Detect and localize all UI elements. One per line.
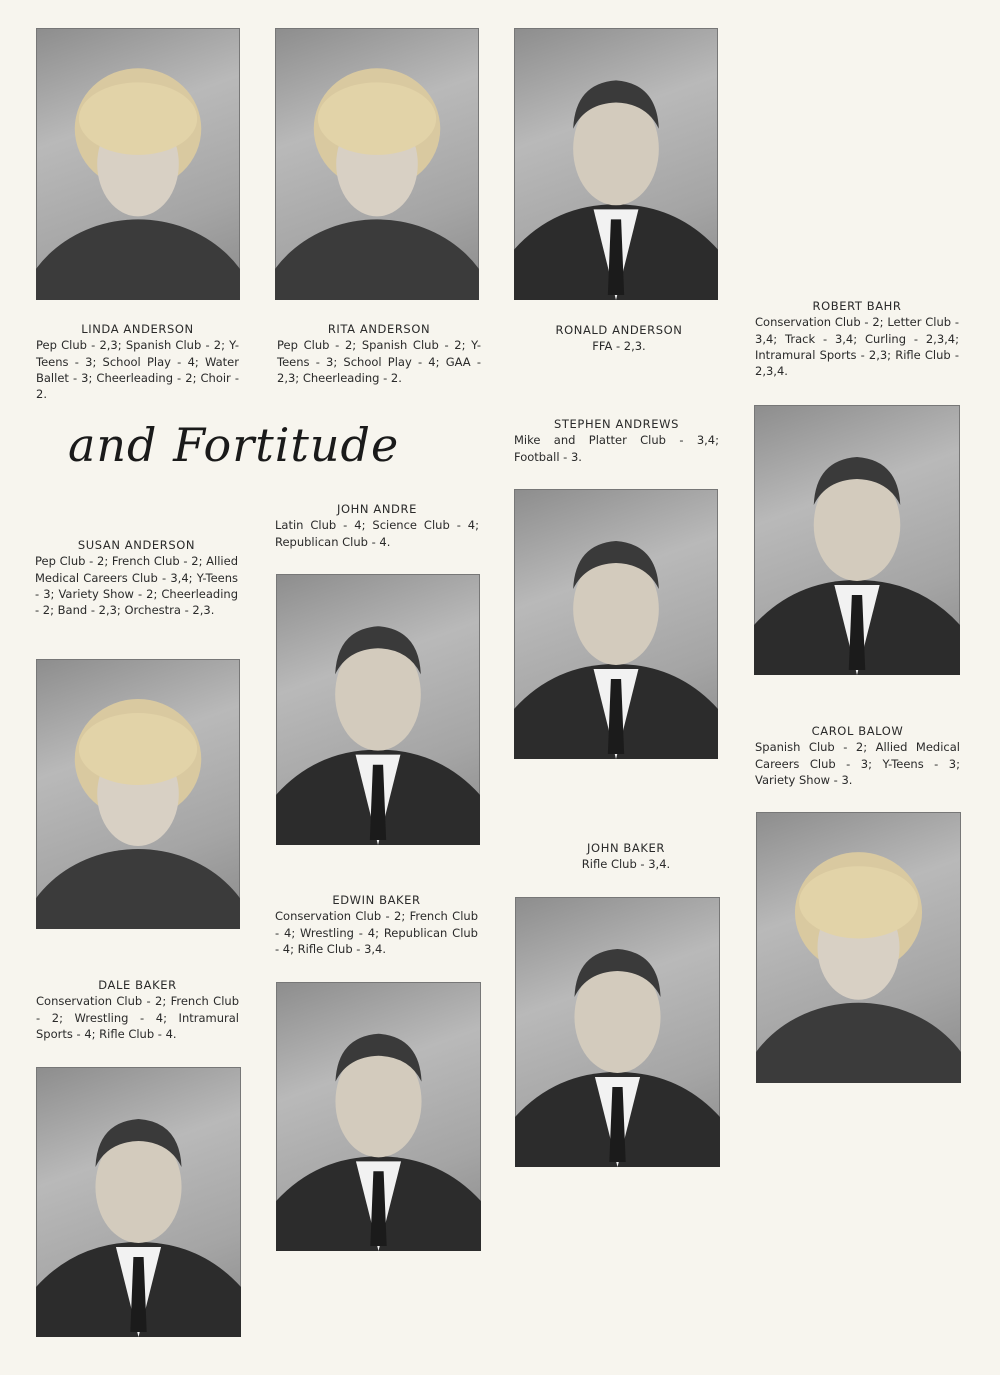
student-activities: Pep Club - 2; Spanish Club - 2; Y-Teens - 3; School Play - 4; GAA - 2,3; Cheerleading - 2. [277,338,481,385]
student-activities: Conservation Club - 2; French Club - 2; Wrestling - 4; Intramural Sports - 4; Rifle Club - 4. [36,994,239,1041]
student-activities: Conservation Club - 2; French Club - 4; Wrestling - 4; Republican Club - 4; Rifle Club - 3,4. [275,909,478,956]
student-name: RONALD ANDERSON [555,323,683,337]
portrait-ronald-anderson [514,28,718,300]
student-activities: Mike and Platter Club - 3,4; Football - 3. [514,433,719,464]
portrait-john-baker [515,897,720,1167]
portrait-edwin-baker [276,982,481,1251]
portrait-stephen-andrews [514,489,718,759]
portrait-susan-anderson [36,659,240,929]
student-name: CAROL BALOW [811,724,904,738]
caption-john-andre [275,501,479,550]
student-activities: Conservation Club - 2; Letter Club - 3,4; Track - 3,4; Curling - 2,3,4; Intramural Sports - 2,3; Rifle Club - 2,3,4. [755,315,959,379]
caption-susan-anderson [35,537,238,618]
portrait-linda-anderson [36,28,240,300]
student-name: DALE BAKER [98,978,177,992]
portrait-rita-anderson [275,28,479,300]
student-activities: Spanish Club - 2; Allied Medical Careers Club - 3; Y-Teens - 3; Variety Show - 3. [755,740,960,787]
student-name: LINDA ANDERSON [81,322,194,336]
student-activities: FFA - 2,3. [592,339,646,354]
caption-linda-anderson [36,321,239,402]
section-headline: and Fortitude [68,418,400,472]
caption-ronald-anderson [517,322,721,355]
student-activities: Latin Club - 4; Science Club - 4; Republican Club - 4. [275,518,479,549]
student-name: JOHN BAKER [587,841,665,855]
caption-rita-anderson [277,321,481,386]
student-name: EDWIN BAKER [332,893,421,907]
student-activities: Rifle Club - 3,4. [581,857,671,872]
student-name: SUSAN ANDERSON [77,538,196,552]
caption-dale-baker [36,977,239,1042]
student-activities: Pep Club - 2,3; Spanish Club - 2; Y-Teens - 3; School Play - 4; Water Ballet - 3; Cheerleading - 2; Choir - 2. [36,338,239,402]
student-name: RITA ANDERSON [327,322,431,336]
student-activities: Pep Club - 2; French Club - 2; Allied Medical Careers Club - 3,4; Y-Teens - 3; Variety Show - 2; Cheerleading - 2; Band - 2,3; Orchestra - 2,3. [35,554,238,618]
caption-carol-balow [755,723,960,788]
caption-john-baker [524,840,728,873]
caption-stephen-andrews [514,416,719,465]
student-name: STEPHEN ANDREWS [554,417,679,431]
caption-edwin-baker [275,892,478,957]
student-name: JOHN ANDRE [337,502,417,516]
caption-robert-bahr [755,298,959,379]
portrait-john-andre [276,574,480,845]
portrait-dale-baker [36,1067,241,1337]
portrait-carol-balow [756,812,961,1083]
student-name: ROBERT BAHR [812,299,902,313]
portrait-robert-bahr [754,405,960,675]
